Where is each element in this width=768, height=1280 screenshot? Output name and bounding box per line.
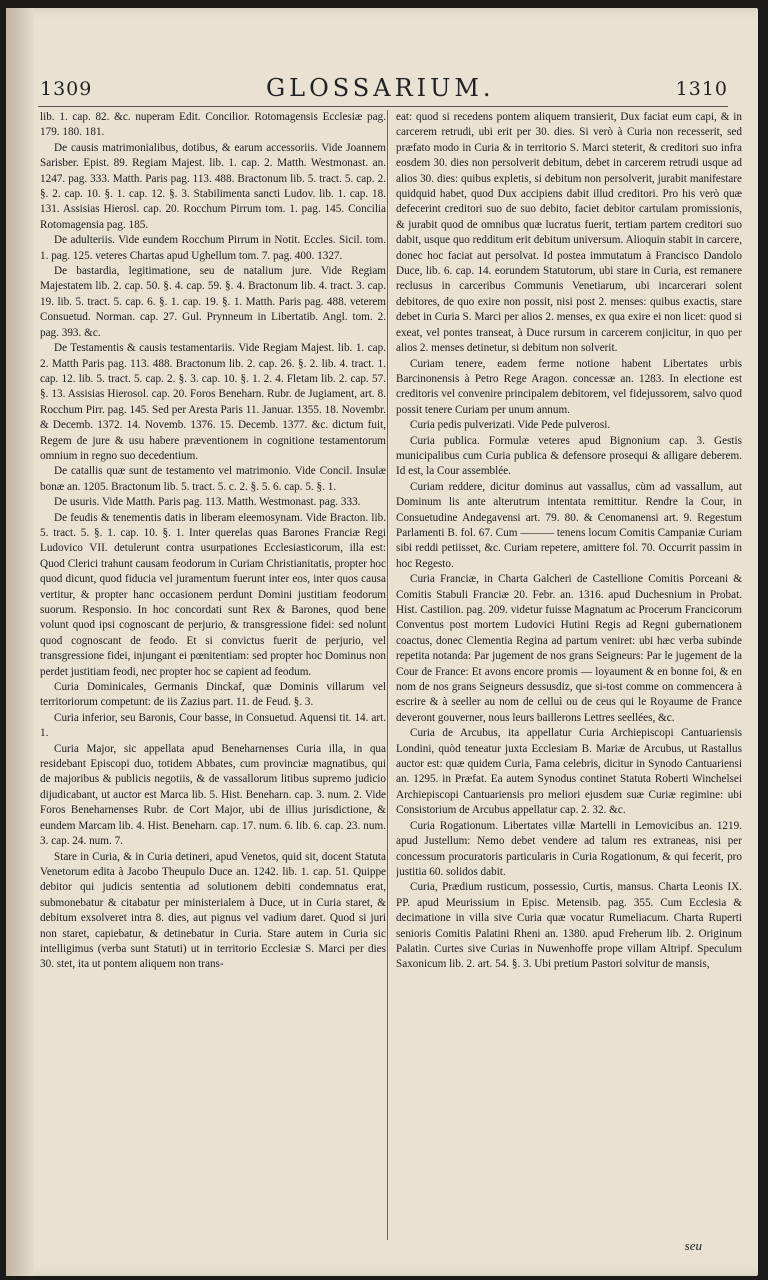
entry-paragraph: Stare in Curia, & in Curia detineri, apud Venetos, quid sit, docent Statuta Venetorum edita à Jacobo Theupulo Duce an. 1242. lib. 1. cap. 51. Quippe debitor qui judicis sententia ad solutionem debiti condemnatus erat, submonebatur & citabatur per ministerialem à Duce, ut in Curia staret, & debitum exsolveret intra 8. dies, aut pignus vel vadium daret. Quod si juri non staret, capiebatur, & detinebatur in Curia. Stare autem in Curia sic intelligimus (verba sunt Statuti) ut in territorio Ecclesiæ S. Marci per dies 30. stet, ita ut pontem aliquem non trans- bbox=[40, 850, 386, 971]
catchword: seu bbox=[684, 1238, 702, 1253]
column-divider bbox=[387, 110, 388, 1240]
book-page bbox=[6, 8, 758, 1276]
right-column bbox=[396, 110, 742, 1250]
page-number-left: 1309 bbox=[40, 78, 93, 100]
entry-paragraph: Curia publica. Formulæ veteres apud Bignonium cap. 3. Gestis municipalibus cum Curia publica & defensore prosequi & alligare deberem. Id est, la Cour assemblée. bbox=[396, 434, 742, 478]
entry-paragraph: Curia de Arcubus, ita appellatur Curia Archiepiscopi Cantuariensis Londini, quòd teneatur juxta Ecclesiam B. Mariæ de Arcubus, ut Rastallus auctor est: quæ quidem Curia, Fama celebris, dicitur in Synodo Cantuariensi an. 1295. in Præfat. Ea autem Synodus continet Statuta Roberti Winchelsei Archiepiscopi Cantuariensis pro meliori ejusdem suæ Curiæ regimine: ubi Consistorium de Arcubus appellatur cap. 2. 32. &c. bbox=[396, 727, 742, 817]
entry-paragraph: De usuris. Vide Matth. Paris pag. 113. Matth. Westmonast. pag. 333. bbox=[54, 496, 361, 509]
entry-paragraph: De feudis & tenementis datis in liberam eleemosynam. Vide Bracton. lib. 5. tract. 5. §. 1. cap. 10. §. 1. Inter querelas quas Barones Franciæ Regi Ludovico VII. detulerunt contra usurpationes Ecclesiasticorum, illa est: Quod Clerici trahunt causam feodorum in Curiam Christianitatis, propter hoc quod dicunt, quod fiducia vel juramentum fuerunt inter eos, inter quos causa vertitur, & propter hanc occasionem perdunt Domini justitiam feodorum suorum. Responsio. In hoc concordati sunt Rex & Barones, quod bene volunt quod ipsi cognoscant de perjurio, & transgressione fidei: sed nolunt quod cognoscant de feodo. Et si convictus fuerit de perjurio, vel transgressione fidei, injungant ei pœnitentiam: sed propter hoc Dominus non perdet justitiam feodi, nec propter hoc se capient ad feodum. bbox=[40, 511, 386, 678]
entry-paragraph: De bastardia, legitimatione, seu de natalium jure. Vide Regiam Majestatem lib. 2. cap. 50. §. 4. cap. 59. §. 4. Bractonum lib. 4. tract. 3. cap. 19. lib. 5. tract. 5. cap. 6. §. 1. cap. 19. §. 1. Matth. Paris pag. 488. veterem Consuetud. Norman. cap. 27. Gul. Prynneum in Libertatib. Angl. tom. 2. pag. 393. &c. bbox=[40, 265, 386, 339]
entry-paragraph: Curia Major, sic appellata apud Beneharnenses Curia illa, in qua residebant Episcopi duo, totidem Abbates, cum provinciæ magnatibus, qui de majoribus & publicis negotiis, & de vassallorum litibus supremo judicio dijudicabant, ut auctor est Marca lib. 5. Hist. Beneharn. cap. 3. num. 2. Vide Foros Beneharnenses Rubr. de Cort Major, ubi de illius jurisdictione, & eundem Marcam lib. 4. Hist. Beneharn. cap. 17. num. 6. lib. 6. cap. 23. num. 3. cap. 24. num. 7. bbox=[40, 742, 386, 848]
entry-paragraph: Curia pedis pulverizati. Vide Pede pulverosi. bbox=[410, 419, 611, 432]
entry-paragraph: Curia Franciæ, in Charta Galcheri de Castellione Comitis Porceani & Comitis Stabuli Franciæ 20. Febr. an. 1316. apud Duchesnium in Probat. Hist. Castilion. pag. 209. videtur fuisse Magnatum ac Procerum Francicorum Conventus post mortem Ludovici Hutini Regis ad Regni gubernationem coactus, donec Clementia Regina ad partum veniret: ubi hæc verba subinde repetita notanda: Par jugement de nos grans Seigneurs: Par le jugement de la Cour de France: Et avons encore promis — loyaument & en bonne foi, & en nom de nos grans Seigneurs dessusdiz, que si-tost comme on commencera à escrire & à seeller au nom de celluì ou de ceus qui le Royaume de France deveront gouverner, nous leurs baillerons Lettres seellées, &c. bbox=[396, 573, 742, 724]
entry-paragraph: Curia inferior, seu Baronis, Cour basse, in Consuetud. Aquensi tit. 14. art. 1. bbox=[40, 711, 386, 740]
entry-paragraph: eat: quod si recedens pontem aliquem transierit, Dux faciat eum capi, & in carcerem retrudi, ubi erit per 30. dies. Si verò à Curia non recesserit, sed præfato modo in Curia & in territorio S. Marci steterit, & creditori suo infra eosdem 30. dies non persolverit debitum, debet in carcerem retrudi usque ad alios 30. dies: quibus expletis, si debitum non persolverit, jurabit manifestare quidquid habet, quod Dux accipiens dabit illud creditori. Pro his verò quæ defecerint creditori suo de suo debito, faciet debitor cartulam promissionis, & jurabit quod de omnibus quæ lucratus fuerit, tertiam partem creditori suo dabit, usque quo redditum erit debitum universum. Alioquin stabit in carcere, donec hoc faciat aut persolvat. Id postea immutatum à Francisco Dandolo Duce, lib. 6. cap. 14. eorundem Statutorum, ubi stare in Curia, est remanere reclusus in carceribus Communis Venetiarum, ubi incarcerari solent debitores, de quo exire non possit, nisi post 2. menses: quibus exactis, stare debet in Curia S. Marci per alios 2. menses, ex qua exire ei non licet: quod si exeat, vel pontes transeat, à Duce rursum in carcerem conjicitur, in quo per alios 2. menses detinetur, si debitum non solverit. bbox=[396, 111, 742, 355]
entry-paragraph: De causis matrimonialibus, dotibus, & earum accessoriis. Vide Joannem Sarisber. Epist. 89. Regiam Majest. lib. 1. cap. 2. Matth. Westmonast. an. 1247. pag. 333. Matth. Paris pag. 113. 488. Bractonum lib. 5. tract. 5. cap. 2. §. 2. cap. 10. §. 1. cap. 12. §. 3. Stabilimenta sancti Ludov. lib. 1. cap. 18. 131. Assisias Hierosl. cap. 20. Rocchum Pirrum tom. 1. pag. 145. Concilia Rotomagensia pag. 185. bbox=[40, 141, 386, 231]
entry-paragraph: De catallis quæ sunt de testamento vel matrimonio. Vide Concil. Insulæ bonæ an. 1205. Bractonum lib. 5. tract. 5. c. 2. §. 5. 6. cap. 5. §. 1. bbox=[40, 465, 386, 493]
entry-paragraph: Curia, Prædium rusticum, possessio, Curtis, mansus. Charta Leonis IX. PP. apud Meurissium in Episc. Metensib. pag. 355. Cum Ecclesia & decimatione in villa sive Curia quæ vocatur Rumeliacum. Charta Ruperti senioris Comitis Palatini Rheni an. 1380. apud Freherum lib. 2. Originum Palatin. Curtes sive Curias in Nuwenhoffe prope villam Altripf. Speculum Saxonicum lib. 2. art. 54. §. 3. Ubi pretium Pastori solvitur de mansis, bbox=[396, 881, 742, 971]
page-number-right: 1310 bbox=[675, 78, 728, 100]
left-column bbox=[40, 110, 386, 1250]
page-header bbox=[40, 72, 760, 106]
entry-paragraph: Curia Dominicales, Germanis Dinckaf, quæ Dominis villarum vel territoriorum competunt: de iis Zazius part. 11. de Feud. §. 3. bbox=[40, 681, 386, 709]
entry-paragraph: De adulteriis. Vide eundem Rocchum Pirrum in Notit. Eccles. Sicil. tom. 1. pag. 125. veteres Chartas apud Ughellum tom. 7. pag. 400. 1327. bbox=[40, 234, 386, 262]
entry-paragraph: Curiam tenere, eadem ferme notione habent Libertates urbis Barcinonensis à Petro Rege Aragon. concessæ an. 1283. In electione est creditoris vel convenire principalem debitorem, vel fidejussorem, salvo quod possit tenere Curiam per unum annum. bbox=[396, 357, 742, 416]
entry-paragraph: De Testamentis & causis testamentariis. Vide Regiam Majest. lib. 1. cap. 2. Matth Paris pag. 113. 488. Bractonum lib. 2. cap. 26. §. 2. lib. 4. tract. 1. cap. 12. lib. 5. tract. 5. cap. 2. §. 3. cap. 10. §. 1. 2. 4. Fletam lib. 2. cap. 57. §. 13. Assisias Hierosol. cap. 20. Foros Beneharn. Rubr. de Jugiament, art. 8. Rocchum Pirr. pag. 145. Sed per Aresta Paris 11. Januar. 1355. 18. Novembr. & Decemb. 1372. 14. Novemb. 1376. 15. Decemb. 1377. &c. dictum fuit, Regem de jure & usu habere præventionem in cognitione testamentorum omnium in regno suo decedentium. bbox=[40, 342, 386, 462]
entry-paragraph: Curia Rogationum. Libertates villæ Martelli in Lemovicibus an. 1219. apud Justellum: Nemo debet vendere ad talum res extraneas, nisi per concessum procuratoris particularis in Curia Rogationum, & qui fecerit, pro justitia 60. solidos dabit. bbox=[396, 819, 742, 878]
entry-paragraph: lib. 1. cap. 82. &c. nuperam Edit. Concilior. Rotomagensis Ecclesiæ pag. 179. 180. 181. bbox=[40, 111, 386, 139]
book-spine bbox=[6, 8, 34, 1276]
entry-paragraph: Curiam reddere, dicitur dominus aut vassallus, cùm ad vassallum, aut Dominum lis ante alterutrum intentata remittitur. Rendre la Cour, in Consuetudine Andegavensi art. 79. 80. & Cenomanensi art. 9. Regestum Parlamenti B. fol. 67. Cum ——— tenens locum Comitis Campaniæ Curiam sibi reddi petiisset, &c. Curiam repetere, amittere fol. 70. Occurrit passim in hoc Regesto. bbox=[396, 480, 742, 570]
header-rule bbox=[38, 106, 728, 107]
running-title: GLOSSARIUM. bbox=[266, 74, 495, 102]
